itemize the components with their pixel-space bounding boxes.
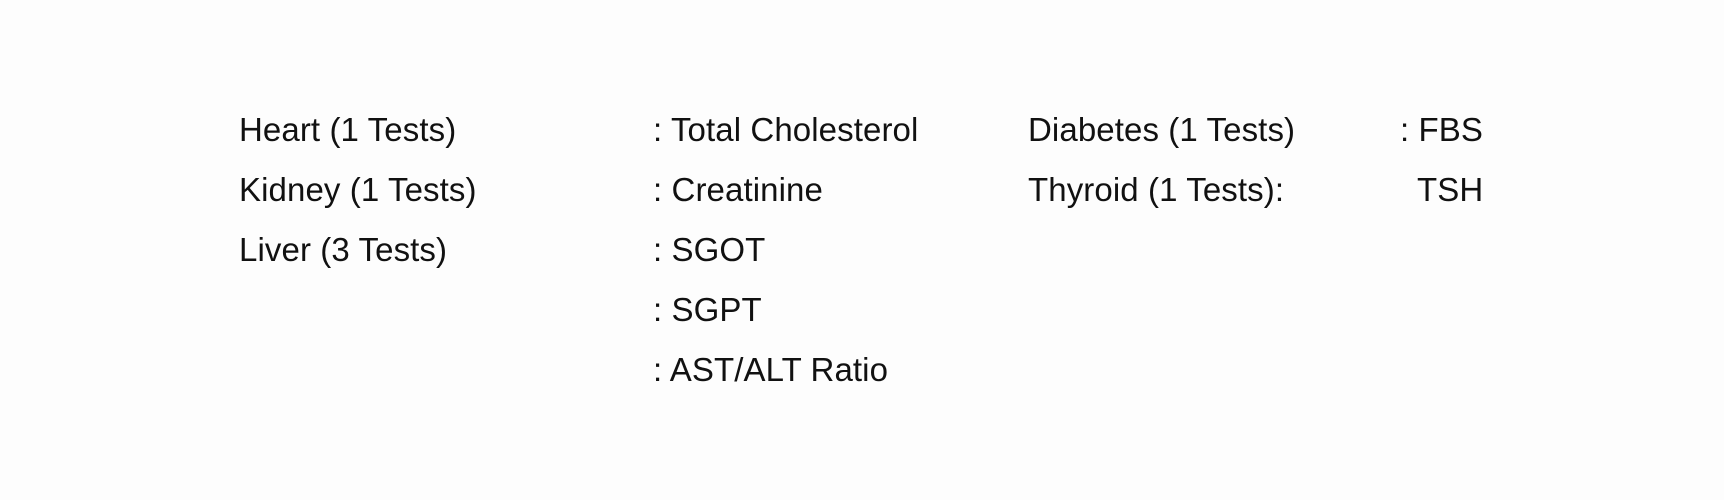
category-label-liver: Liver (3 Tests)	[239, 231, 448, 268]
test-name-total-cholesterol: : Total Cholesterol	[653, 111, 919, 148]
test-name-fbs: : FBS	[1400, 111, 1484, 148]
test-name-ast-alt-ratio: : AST/ALT Ratio	[653, 351, 889, 388]
test-name-creatinine: : Creatinine	[653, 171, 823, 208]
category-label-kidney: Kidney (1 Tests)	[239, 171, 477, 208]
test-name-sgot: : SGOT	[653, 231, 766, 268]
category-label-heart: Heart (1 Tests)	[239, 111, 457, 148]
category-label-diabetes: Diabetes (1 Tests)	[1028, 111, 1296, 148]
test-name-sgpt: : SGPT	[653, 291, 762, 328]
test-name-tsh: TSH	[1417, 171, 1484, 208]
category-label-thyroid: Thyroid (1 Tests):	[1028, 171, 1285, 208]
